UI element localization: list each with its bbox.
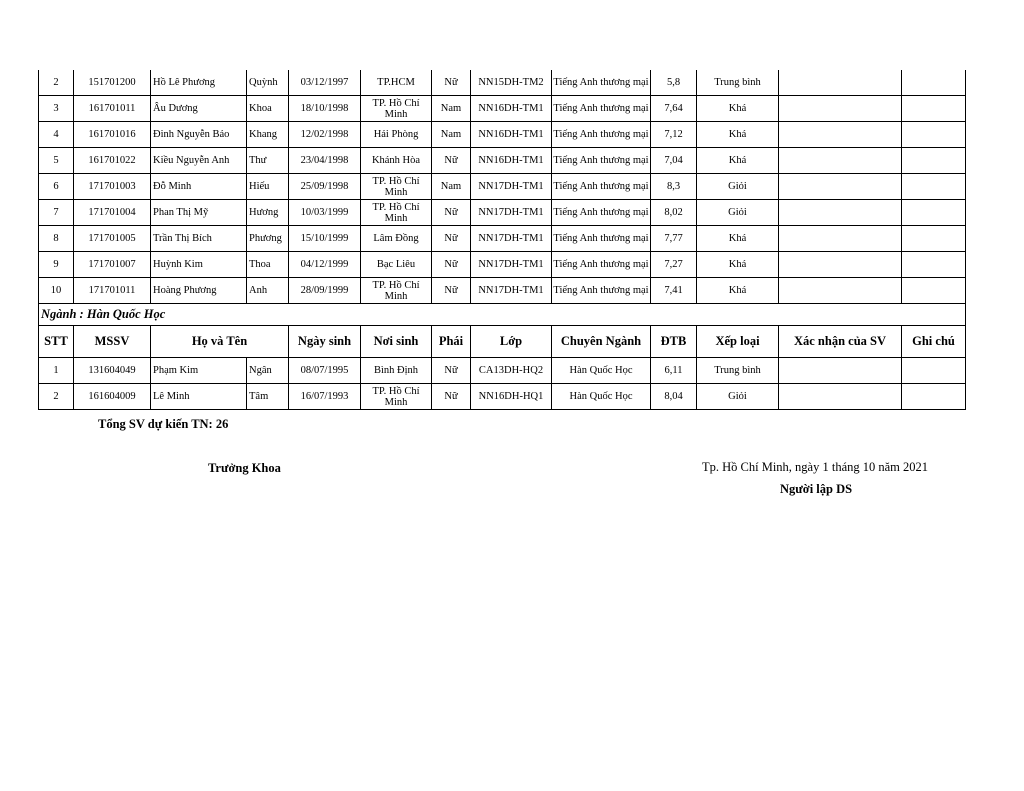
major-cell: Tiếng Anh thương mại [552,70,651,96]
date-line: Tp. Hồ Chí Minh, ngày 1 tháng 10 năm 2021 [702,460,929,474]
col-header-rank: Xếp loại [697,326,779,358]
gender-cell: Nữ [432,200,471,226]
preparer-signature-label: Người lập DS [780,482,853,496]
student-id-cell: 161701016 [74,122,151,148]
col-header-major: Chuyên Ngành [552,326,651,358]
confirm-cell [779,96,902,122]
first-name-cell: Thư [247,148,289,174]
col-header-gpa: ĐTB [651,326,697,358]
col-header-stt: STT [39,326,74,358]
note-cell [902,226,966,252]
stt-cell: 2 [39,384,74,410]
gpa-cell: 8,02 [651,200,697,226]
table-row [39,384,966,410]
table-row [39,278,966,304]
last-name-cell: Phạm Kim [151,358,247,384]
student-id-cell: 131604049 [74,358,151,384]
gpa-cell: 7,64 [651,96,697,122]
gpa-cell: 8,04 [651,384,697,410]
gender-cell: Nam [432,174,471,200]
class-cell: NN17DH-TM1 [471,278,552,304]
last-name-cell: Đinh Nguyễn Bảo [151,122,247,148]
rank-cell: Khá [697,148,779,174]
confirm-cell [779,200,902,226]
first-name-cell: Ngân [247,358,289,384]
section-title: Ngành : Hàn Quốc Học [39,304,966,326]
table-row [39,70,966,96]
last-name-cell: Trần Thị Bích [151,226,247,252]
class-cell: NN16DH-TM1 [471,148,552,174]
rank-cell: Khá [697,96,779,122]
class-cell: NN16DH-HQ1 [471,384,552,410]
dob-cell: 04/12/1999 [289,252,361,278]
note-cell [902,148,966,174]
major-cell: Tiếng Anh thương mại [552,252,651,278]
table-body-bottom [39,358,966,410]
last-name-cell: Lê Minh [151,384,247,410]
table-row [39,226,966,252]
rank-cell: Khá [697,252,779,278]
stt-cell: 5 [39,148,74,174]
major-cell: Tiếng Anh thương mại [552,96,651,122]
gpa-cell: 7,77 [651,226,697,252]
col-header-note: Ghi chú [902,326,966,358]
gpa-cell: 6,11 [651,358,697,384]
col-header-dob: Ngày sinh [289,326,361,358]
birthplace-cell: Khánh Hòa [361,148,432,174]
student-id-cell: 171701007 [74,252,151,278]
stt-cell: 7 [39,200,74,226]
last-name-cell: Phan Thị Mỹ [151,200,247,226]
table-row [39,252,966,278]
class-cell: NN15DH-TM2 [471,70,552,96]
birthplace-cell: Bình Định [361,358,432,384]
confirm-cell [779,226,902,252]
gender-cell: Nữ [432,278,471,304]
table-row [39,174,966,200]
dean-signature-label: Trưởng Khoa [208,461,281,475]
gender-cell: Nữ [432,70,471,96]
birthplace-cell: Lâm Đồng [361,226,432,252]
class-cell: CA13DH-HQ2 [471,358,552,384]
col-header-birthplace: Nơi sinh [361,326,432,358]
dob-cell: 08/07/1995 [289,358,361,384]
table-row [39,122,966,148]
stt-cell: 10 [39,278,74,304]
birthplace-cell: TP.HCM [361,70,432,96]
dob-cell: 25/09/1998 [289,174,361,200]
gender-cell: Nữ [432,148,471,174]
last-name-cell: Hoàng Phương [151,278,247,304]
class-cell: NN17DH-TM1 [471,252,552,278]
first-name-cell: Khoa [247,96,289,122]
note-cell [902,358,966,384]
gpa-cell: 7,27 [651,252,697,278]
col-header-confirm: Xác nhận của SV [779,326,902,358]
confirm-cell [779,384,902,410]
confirm-cell [779,148,902,174]
rank-cell: Khá [697,122,779,148]
dob-cell: 03/12/1997 [289,70,361,96]
student-id-cell: 151701200 [74,70,151,96]
note-cell [902,384,966,410]
student-id-cell: 161701022 [74,148,151,174]
dob-cell: 16/07/1993 [289,384,361,410]
rank-cell: Trung bình [697,358,779,384]
rank-cell: Trung bình [697,70,779,96]
gpa-cell: 7,12 [651,122,697,148]
dob-cell: 10/03/1999 [289,200,361,226]
first-name-cell: Anh [247,278,289,304]
rank-cell: Giỏi [697,200,779,226]
note-cell [902,278,966,304]
dob-cell: 28/09/1999 [289,278,361,304]
gender-cell: Nữ [432,358,471,384]
confirm-cell [779,70,902,96]
col-header-class: Lớp [471,326,552,358]
last-name-cell: Huỳnh Kim [151,252,247,278]
student-id-cell: 161604009 [74,384,151,410]
confirm-cell [779,122,902,148]
dob-cell: 23/04/1998 [289,148,361,174]
class-cell: NN17DH-TM1 [471,200,552,226]
first-name-cell: Hiếu [247,174,289,200]
student-id-cell: 171701003 [74,174,151,200]
birthplace-cell: TP. Hồ Chí Minh [361,96,432,122]
gender-cell: Nam [432,96,471,122]
gpa-cell: 8,3 [651,174,697,200]
student-id-cell: 171701005 [74,226,151,252]
col-header-name: Họ và Tên [151,326,289,358]
last-name-cell: Đỗ Minh [151,174,247,200]
stt-cell: 2 [39,70,74,96]
header-row [39,326,966,358]
rank-cell: Khá [697,278,779,304]
student-id-cell: 171701011 [74,278,151,304]
section-row [39,304,966,326]
note-cell [902,70,966,96]
first-name-cell: Quỳnh [247,70,289,96]
major-cell: Tiếng Anh thương mại [552,122,651,148]
rank-cell: Giỏi [697,384,779,410]
dob-cell: 18/10/1998 [289,96,361,122]
table-body-top [39,70,966,304]
table-row [39,358,966,384]
first-name-cell: Thoa [247,252,289,278]
note-cell [902,122,966,148]
major-cell: Tiếng Anh thương mại [552,200,651,226]
major-cell: Hàn Quốc Học [552,358,651,384]
class-cell: NN16DH-TM1 [471,122,552,148]
table-row [39,200,966,226]
rank-cell: Giỏi [697,174,779,200]
gpa-cell: 7,41 [651,278,697,304]
rank-cell: Khá [697,226,779,252]
gpa-cell: 5,8 [651,70,697,96]
birthplace-cell: Bạc Liêu [361,252,432,278]
total-students: Tổng SV dự kiến TN: 26 [98,417,229,431]
col-header-gender: Phái [432,326,471,358]
student-id-cell: 171701004 [74,200,151,226]
note-cell [902,96,966,122]
student-id-cell: 161701011 [74,96,151,122]
birthplace-cell: TP. Hồ Chí Minh [361,384,432,410]
gender-cell: Nữ [432,226,471,252]
last-name-cell: Hồ Lê Phương [151,70,247,96]
first-name-cell: Tâm [247,384,289,410]
stt-cell: 3 [39,96,74,122]
table-row [39,96,966,122]
last-name-cell: Kiều Nguyễn Anh [151,148,247,174]
student-list-table [38,70,966,410]
major-cell: Hàn Quốc Học [552,384,651,410]
major-cell: Tiếng Anh thương mại [552,278,651,304]
major-cell: Tiếng Anh thương mại [552,174,651,200]
stt-cell: 9 [39,252,74,278]
col-header-mssv: MSSV [74,326,151,358]
birthplace-cell: Hải Phòng [361,122,432,148]
dob-cell: 15/10/1999 [289,226,361,252]
class-cell: NN16DH-TM1 [471,96,552,122]
first-name-cell: Phương [247,226,289,252]
confirm-cell [779,174,902,200]
confirm-cell [779,358,902,384]
note-cell [902,200,966,226]
first-name-cell: Hương [247,200,289,226]
first-name-cell: Khang [247,122,289,148]
last-name-cell: Âu Dương [151,96,247,122]
table-section-korean [39,304,966,358]
stt-cell: 6 [39,174,74,200]
confirm-cell [779,252,902,278]
gender-cell: Nữ [432,384,471,410]
class-cell: NN17DH-TM1 [471,226,552,252]
major-cell: Tiếng Anh thương mại [552,226,651,252]
table-row [39,148,966,174]
birthplace-cell: TP. Hồ Chí Minh [361,278,432,304]
confirm-cell [779,278,902,304]
birthplace-cell: TP. Hồ Chí Minh [361,200,432,226]
note-cell [902,174,966,200]
gender-cell: Nữ [432,252,471,278]
gender-cell: Nam [432,122,471,148]
note-cell [902,252,966,278]
class-cell: NN17DH-TM1 [471,174,552,200]
stt-cell: 8 [39,226,74,252]
birthplace-cell: TP. Hồ Chí Minh [361,174,432,200]
major-cell: Tiếng Anh thương mại [552,148,651,174]
stt-cell: 4 [39,122,74,148]
stt-cell: 1 [39,358,74,384]
dob-cell: 12/02/1998 [289,122,361,148]
gpa-cell: 7,04 [651,148,697,174]
